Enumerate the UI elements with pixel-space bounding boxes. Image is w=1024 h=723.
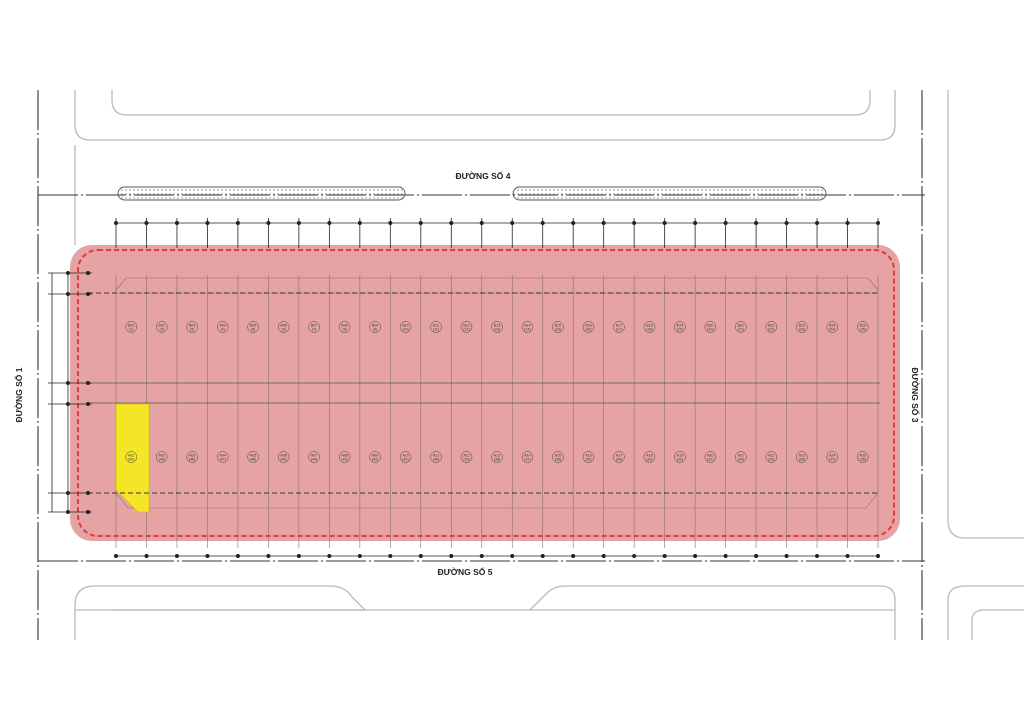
lot-number: (47) (219, 457, 226, 462)
lot-code: B08 (341, 323, 348, 328)
road-label-east: ĐƯỜNG SỐ 3 (910, 367, 920, 423)
lot-code: A15 (554, 453, 562, 458)
lot-number: (40) (432, 457, 440, 462)
lot-code: A21 (737, 453, 745, 458)
east-block-lower-inner (972, 610, 1024, 640)
lot-code: B11 (432, 323, 440, 328)
lot-number: (36) (554, 457, 562, 462)
lot-number: (10) (402, 327, 409, 332)
lot-number: (39) (463, 457, 470, 462)
lot-code: B20 (707, 323, 714, 328)
lot-code: A12 (463, 453, 470, 458)
lot-code: A20 (707, 453, 714, 458)
lot-number: (7) (311, 327, 317, 332)
lot-code: A10 (402, 453, 409, 458)
lot-code: B23 (798, 323, 806, 328)
lot-number: (30) (737, 457, 745, 462)
lot-number: (41) (402, 457, 409, 462)
lot-code: B01 (128, 323, 135, 328)
east-block-upper (948, 90, 1024, 538)
north-road-medians (118, 187, 826, 200)
project-zone (70, 245, 900, 541)
lot-code: B16 (585, 323, 592, 328)
lot-code: B05 (249, 323, 257, 328)
south-block-left (75, 586, 365, 640)
lot-code: A14 (524, 453, 531, 458)
dim-dot-left-inner (86, 381, 89, 384)
lot-number: (38) (493, 457, 501, 462)
lot-code: B09 (371, 323, 379, 328)
lot-code: A23 (798, 453, 806, 458)
lot-code: B14 (524, 323, 531, 328)
lot-code: B02 (158, 323, 165, 328)
lot-code: A05 (249, 453, 257, 458)
lot-number: (23) (798, 327, 806, 332)
lot-number: (15) (554, 327, 562, 332)
lot-code: B10 (402, 323, 409, 328)
lot-number: (35) (585, 457, 592, 462)
road-label-south: ĐƯỜNG SỐ 5 (437, 567, 493, 577)
lot-number: (4) (220, 327, 225, 332)
lot-code: B19 (676, 323, 684, 328)
lot-number: (20) (707, 327, 714, 332)
south-block-mid (530, 586, 895, 640)
lot-code: A01 (128, 453, 135, 458)
lot-number: (43) (341, 457, 348, 462)
dim-dot-left-inner (86, 510, 89, 513)
lot-code: B25 (859, 323, 866, 328)
lot-number: (48) (188, 457, 196, 462)
lot-number: (27) (829, 457, 836, 462)
lot-number: (21) (737, 327, 745, 332)
lot-code: B22 (768, 323, 775, 328)
lot-number: (17) (615, 327, 623, 332)
lot-number: (5) (250, 327, 256, 332)
lot-number: (18) (646, 327, 653, 332)
dim-dot-left-inner (86, 271, 89, 274)
lot-number: (32) (676, 457, 684, 462)
road-label-north: ĐƯỜNG SỐ 4 (455, 171, 511, 181)
lot-number: (45) (280, 457, 287, 462)
lot-number: (2) (159, 327, 164, 332)
lot-code: A09 (371, 453, 379, 458)
lot-number: (13) (493, 327, 501, 332)
lot-code: A18 (646, 453, 653, 458)
road-label-west: ĐƯỜNG SỐ 1 (14, 367, 24, 423)
dim-dot-left-inner (86, 292, 89, 295)
lot-number: (28) (798, 457, 806, 462)
lot-code: B06 (280, 323, 287, 328)
lot-number: (44) (310, 457, 318, 462)
lot-code: A25 (859, 453, 866, 458)
lot-number: (8) (342, 327, 347, 332)
lot-number: (14) (524, 327, 531, 332)
lot-number: (42) (371, 457, 379, 462)
median-right (513, 187, 826, 200)
lot-number: (33) (646, 457, 653, 462)
lot-code: B18 (646, 323, 653, 328)
lot-number: (19) (676, 327, 684, 332)
lot-code: B12 (463, 323, 470, 328)
lot-number: (3) (189, 327, 195, 332)
north-block-inner (112, 90, 870, 115)
median-left (118, 187, 405, 200)
lot-number: (6) (281, 327, 286, 332)
lot-code: B17 (615, 323, 623, 328)
lot-code: A07 (310, 453, 318, 458)
lot-number: (11) (432, 327, 440, 332)
lot-number: (1) (129, 327, 134, 332)
lot-code: A06 (280, 453, 287, 458)
lot-number: (26) (859, 457, 866, 462)
lot-number: (34) (615, 457, 623, 462)
lot-code: A08 (341, 453, 348, 458)
east-block-lower (948, 586, 1024, 640)
lot-code: B03 (188, 323, 196, 328)
lot-number: (37) (524, 457, 531, 462)
lot-code: A16 (585, 453, 592, 458)
lot-code: B13 (493, 323, 501, 328)
lot-number: (16) (585, 327, 592, 332)
lot-code: A04 (219, 453, 226, 458)
lot-code: B07 (310, 323, 318, 328)
lot-code: A17 (615, 453, 623, 458)
lot-code: A22 (768, 453, 775, 458)
lot-number: (49) (158, 457, 165, 462)
lot-number: (46) (249, 457, 257, 462)
lot-number: (29) (768, 457, 775, 462)
lot-code: A11 (432, 453, 440, 458)
lot-number: (50) (128, 457, 135, 462)
lot-code: B15 (554, 323, 562, 328)
dim-dot-left-inner (86, 491, 89, 494)
lot-code: B24 (829, 323, 836, 328)
lot-code: A13 (493, 453, 501, 458)
lot-number: (12) (463, 327, 470, 332)
lot-code: A19 (676, 453, 684, 458)
lot-number: (9) (372, 327, 378, 332)
lot-number: (24) (829, 327, 836, 332)
lot-code: A24 (829, 453, 836, 458)
lot-code: B04 (219, 323, 226, 328)
lot-number: (25) (859, 327, 866, 332)
lot-code: A02 (158, 453, 165, 458)
lot-number: (22) (768, 327, 775, 332)
lot-code: B21 (737, 323, 745, 328)
dim-dot-left-inner (86, 402, 89, 405)
lot-code: A03 (188, 453, 196, 458)
lot-number: (31) (707, 457, 714, 462)
